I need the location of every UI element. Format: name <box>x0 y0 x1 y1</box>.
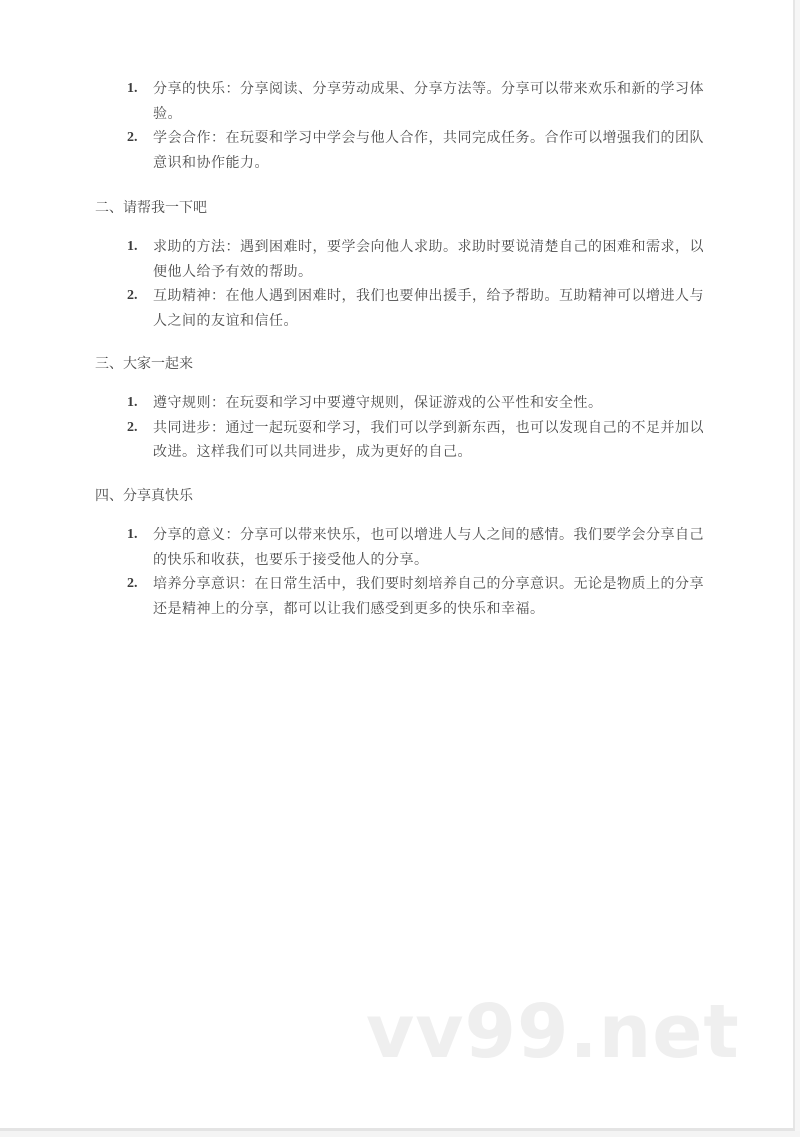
list-item <box>127 126 717 175</box>
list-text: 学会合作：在玩耍和学习中学会与他人合作，共同完成任务。合作可以增强我们的团队意识和协作能力。 <box>153 130 704 171</box>
watermark-text: vv99.net <box>366 989 740 1075</box>
list-text: 培养分享意识：在日常生活中，我们要时刻培养自己的分享意识。无论是物质上的分享还是精神上的分享，都可以让我们感受到更多的快乐和幸福。 <box>153 576 704 617</box>
list-number: 1. <box>127 239 138 254</box>
list-number: 2. <box>127 288 138 303</box>
list-number: 2. <box>127 419 138 435</box>
list-text: 求助的方法：遇到困难时，要学会向他人求助。求助时要说清楚自己的困难和需求，以便他人给予有效的帮助。 <box>153 239 704 280</box>
section-3-list <box>127 391 717 465</box>
section-heading-4: 四、分享真快乐 <box>95 488 193 504</box>
list-item <box>127 77 717 126</box>
list-number: 1. <box>127 527 138 542</box>
list-text: 分享的快乐：分享阅读、分享劳动成果、分享方法等。分享可以带来欢乐和新的学习体验。 <box>153 81 704 122</box>
list-item <box>127 284 717 333</box>
list-item <box>127 523 717 572</box>
section-heading-2: 二、请帮我一下吧 <box>95 200 207 216</box>
list-item <box>127 416 717 465</box>
list-number: 1. <box>127 81 138 96</box>
continued-list <box>127 77 717 175</box>
list-text: 互助精神：在他人遇到困难时，我们也要伸出援手，给予帮助。互助精神可以增进人与人之间的友谊和信任。 <box>153 288 704 329</box>
list-item <box>127 235 717 284</box>
list-text: 共同进步：通过一起玩耍和学习，我们可以学到新东西，也可以发现自己的不足并加以改进。这样我们可以共同进步，成为更好的自己。 <box>153 419 704 460</box>
list-text: 分享的意义：分享可以带来快乐，也可以增进人与人之间的感情。我们要学会分享自己的快乐和收获，也要乐于接受他人的分享。 <box>153 527 704 568</box>
page-right-edge <box>795 0 800 1137</box>
section-heading-3: 三、大家一起来 <box>95 356 193 372</box>
list-number: 2. <box>127 576 138 591</box>
list-text: 遵守规则：在玩耍和学习中要遵守规则，保证游戏的公平性和安全性。 <box>153 395 603 411</box>
section-4-list <box>127 523 717 621</box>
list-item <box>127 572 717 621</box>
list-item <box>127 391 717 416</box>
list-number: 2. <box>127 130 138 145</box>
section-2-list <box>127 235 717 333</box>
page-bottom-edge <box>0 1131 800 1137</box>
list-number: 1. <box>127 395 138 410</box>
